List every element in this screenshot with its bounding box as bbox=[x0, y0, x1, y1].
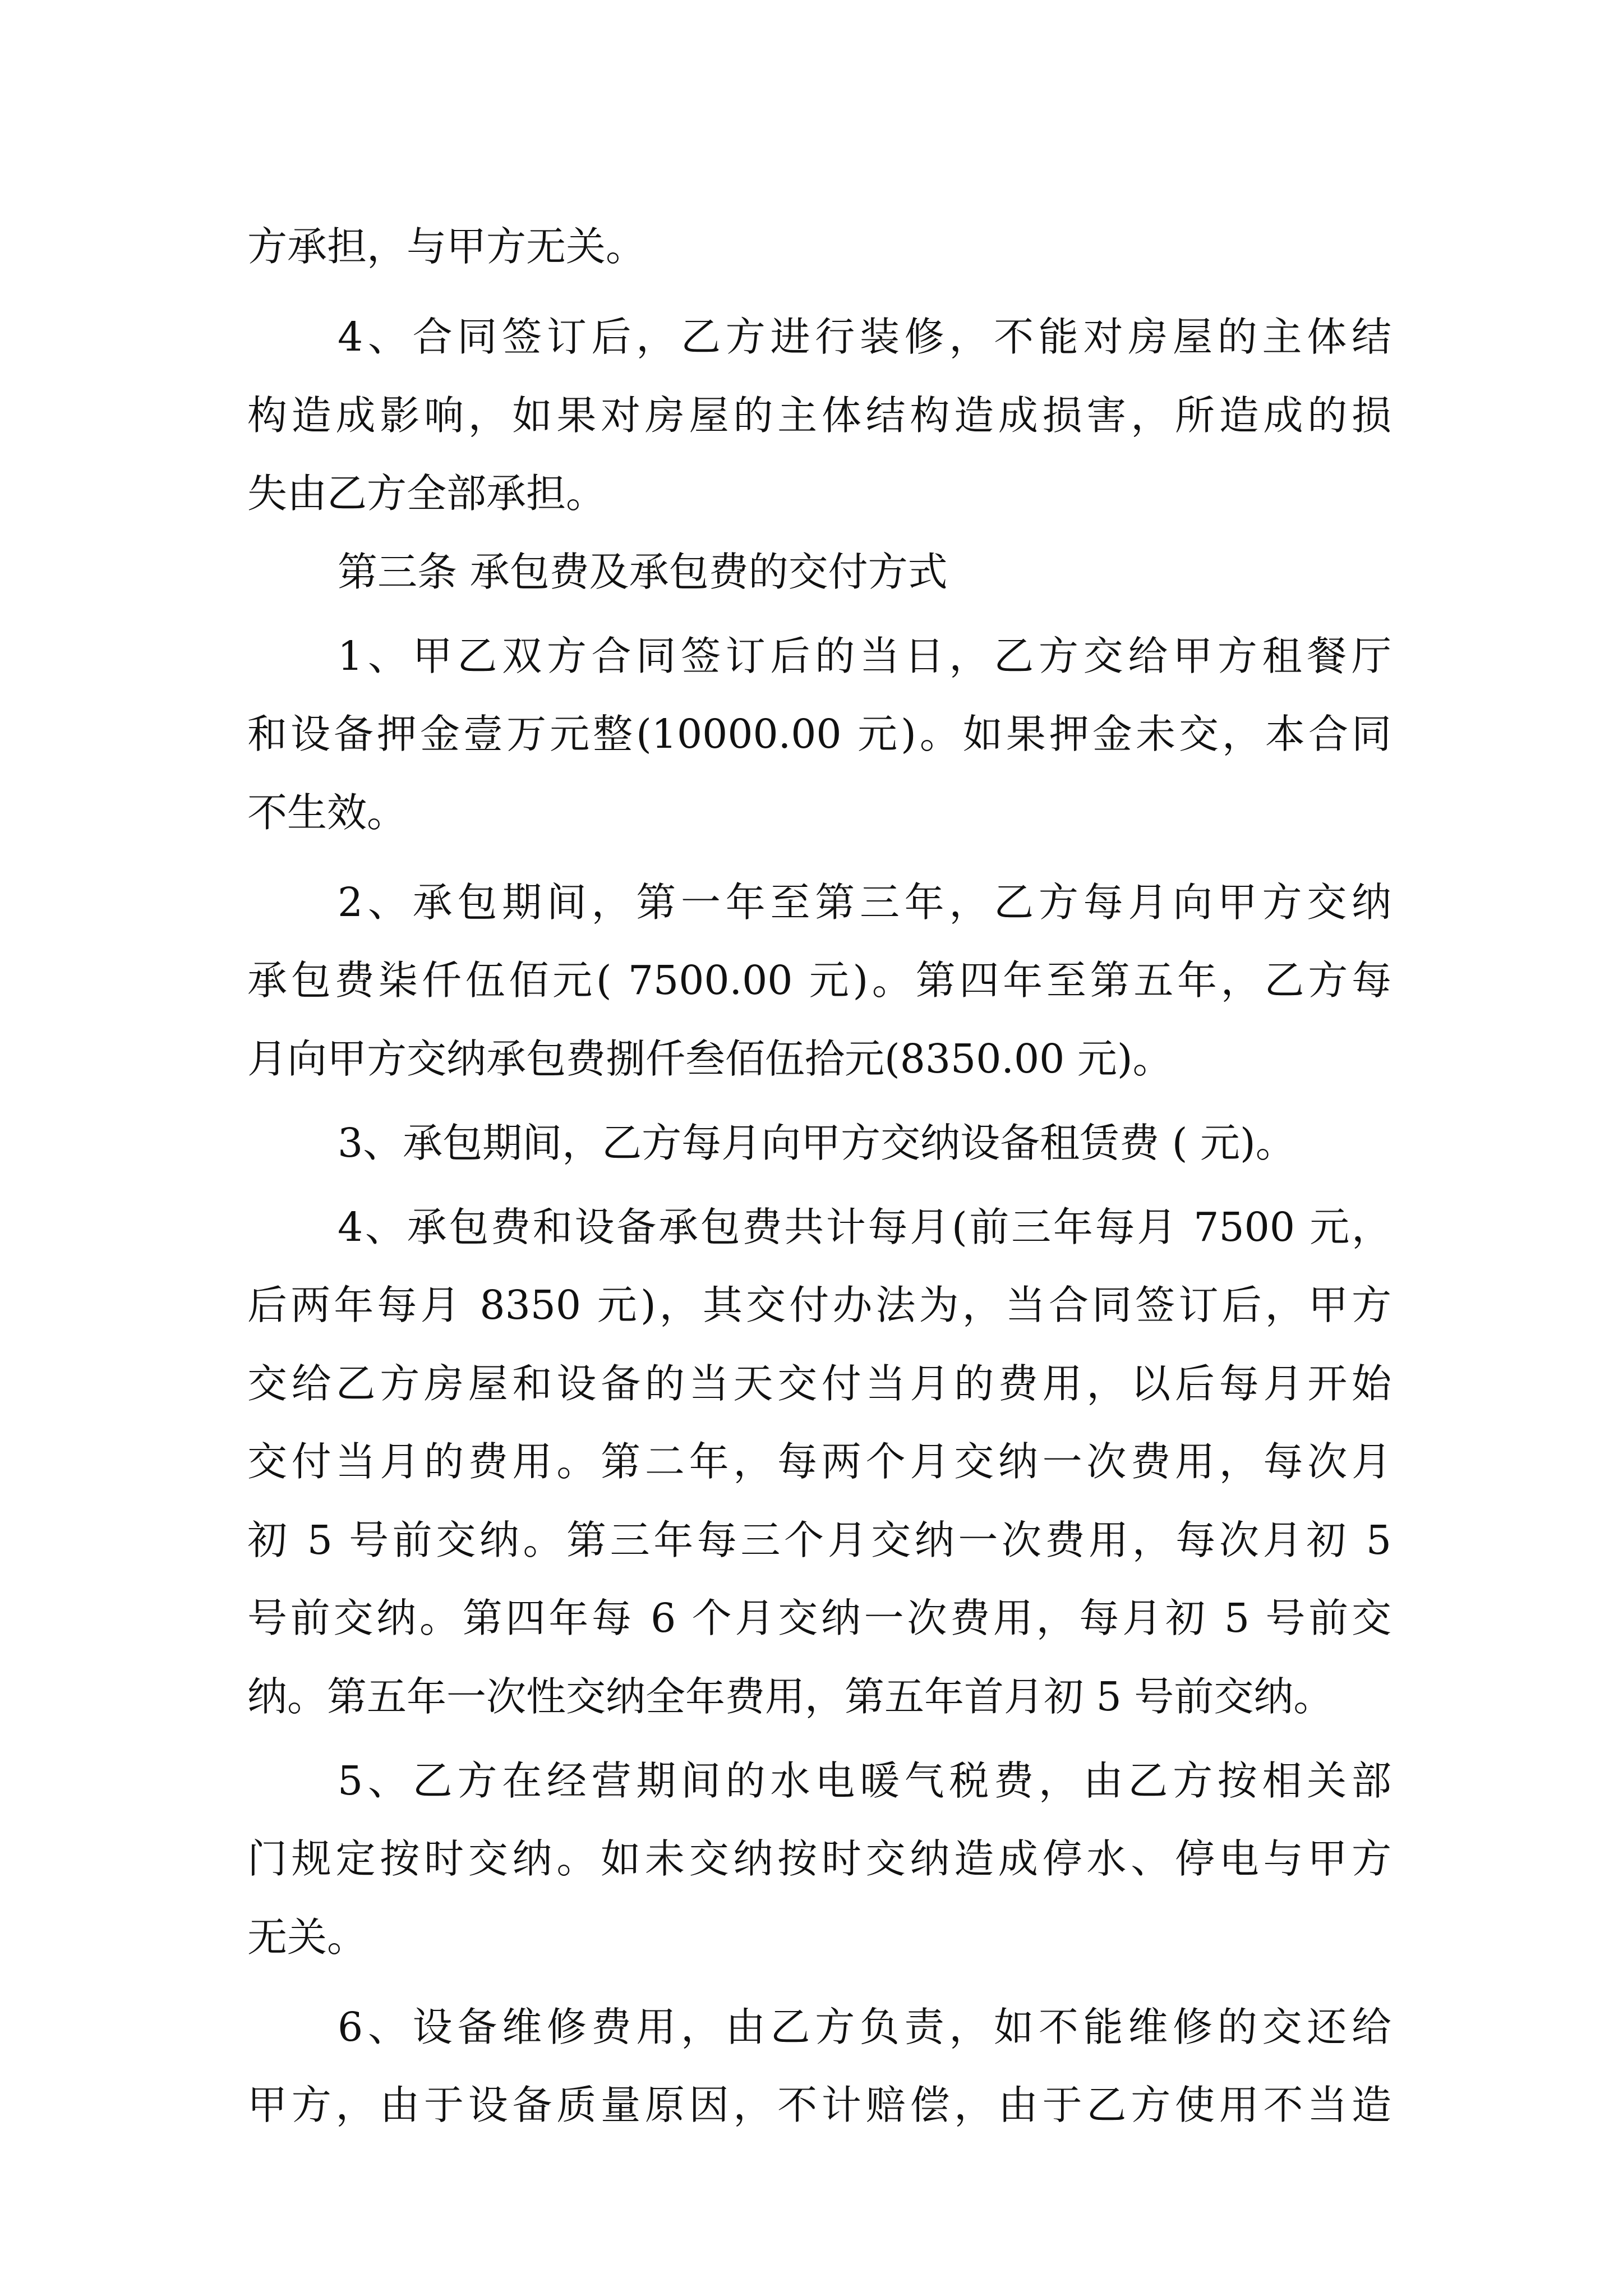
text-line: 交付当月的费用。第二年，每两个月交纳一次费用，每次月 bbox=[247, 1438, 1391, 1485]
text-line: 和设备押金壹万元整(10000.00 元)。如果押金未交，本合同 bbox=[247, 711, 1391, 757]
text-line: 2、承包期间，第一年至第三年，乙方每月向甲方交纳 bbox=[338, 878, 1391, 926]
text-line: 无关。 bbox=[247, 1913, 367, 1961]
contract-body-text bbox=[247, 208, 1391, 2145]
text-line: 失由乙方全部承担。 bbox=[247, 470, 606, 517]
text-line: 4、承包费和设备承包费共计每月(前三年每月 7500 元， bbox=[338, 1203, 1391, 1250]
text-line: 6、设备维修费用，由乙方负责，如不能维修的交还给 bbox=[338, 2003, 1391, 2050]
text-line: 初 5 号前交纳。第三年每三个月交纳一次费用，每次月初 5 bbox=[247, 1516, 1391, 1563]
text-line: 4、合同签订后，乙方进行装修，不能对房屋的主体结 bbox=[338, 314, 1391, 360]
text-line: 号前交纳。第四年每 6 个月交纳一次费用，每月初 5 号前交 bbox=[247, 1595, 1391, 1641]
text-line: 3、承包期间，乙方每月向甲方交纳设备租赁费 ( 元)。 bbox=[338, 1119, 1295, 1166]
text-line: 承包费柒仟伍佰元( 7500.00 元)。第四年至第五年，乙方每 bbox=[247, 957, 1391, 1004]
text-line: 5、乙方在经营期间的水电暖气税费，由乙方按相关部 bbox=[338, 1757, 1391, 1804]
text-line: 后两年每月 8350 元)，其交付办法为，当合同签订后，甲方 bbox=[247, 1282, 1391, 1328]
section-heading: 第三条 承包费及承包费的交付方式 bbox=[338, 548, 948, 595]
text-line: 月向甲方交纳承包费捌仟叁佰伍拾元(8350.00 元)。 bbox=[247, 1035, 1173, 1082]
text-line: 方承担，与甲方无关。 bbox=[247, 223, 646, 270]
text-line: 构造成影响，如果对房屋的主体结构造成损害，所造成的损 bbox=[247, 392, 1391, 439]
text-line: 门规定按时交纳。如未交纳按时交纳造成停水、停电与甲方 bbox=[247, 1835, 1391, 1882]
text-line: 1、甲乙双方合同签订后的当日，乙方交给甲方租餐厅 bbox=[338, 632, 1391, 679]
text-line: 纳。第五年一次性交纳全年费用，第五年首月初 5 号前交纳。 bbox=[247, 1673, 1334, 1720]
text-line: 甲方，由于设备质量原因，不计赔偿，由于乙方使用不当造 bbox=[247, 2082, 1391, 2128]
text-line: 交给乙方房屋和设备的当天交付当月的费用，以后每月开始 bbox=[247, 1360, 1391, 1407]
text-line: 不生效。 bbox=[247, 789, 407, 836]
